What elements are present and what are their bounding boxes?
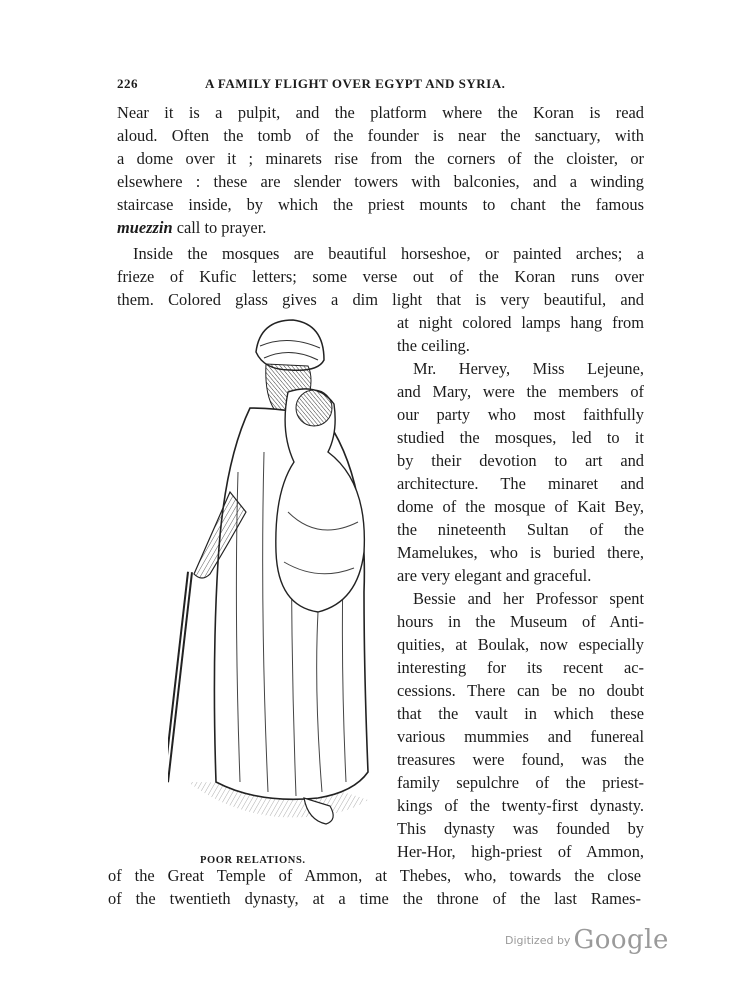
figure-caption: POOR RELATIONS.: [200, 855, 306, 866]
text-fragment: call to prayer.: [176, 218, 267, 237]
text-line: cessions. There can be no doubt: [397, 681, 644, 700]
text-line: quities, at Boulak, now especially: [397, 635, 644, 654]
text-line: and Mary, were the members of: [397, 382, 644, 401]
text-line: Inside the mosques are beautiful horseshoe, or painted arches; a: [133, 244, 644, 263]
text-line: Mamelukes, who is buried there,: [397, 543, 644, 562]
text-line: architecture. The minaret and: [397, 474, 644, 493]
page-header: [117, 76, 642, 96]
text-line: that the vault in which these: [397, 704, 644, 723]
text-line: the nineteenth Sultan of the: [397, 520, 644, 539]
text-line: hours in the Museum of Anti-: [397, 612, 644, 631]
text-line: Her-Hor, high-priest of Ammon,: [397, 842, 644, 861]
text-line: them. Colored glass gives a dim light that is very beautiful, and: [117, 290, 644, 309]
google-logo: Google: [573, 925, 669, 955]
text-line: by their devotion to art and: [397, 451, 644, 470]
text-line: family sepulchre of the priest-: [397, 773, 644, 792]
text-line: Mr. Hervey, Miss Lejeune,: [413, 359, 644, 378]
digitized-watermark: [505, 925, 669, 955]
text-line: [117, 216, 644, 239]
text-line: at night colored lamps hang from: [397, 313, 644, 332]
emphasized-word: muezzin: [117, 218, 173, 237]
text-line: our party who most faithfully: [397, 405, 644, 424]
text-line: studied the mosques, led to it: [397, 428, 644, 447]
text-line: This dynasty was founded by: [397, 819, 644, 838]
text-line: a dome over it ; minarets rise from the corners of the cloister, or: [117, 149, 644, 168]
engraving-illustration: [168, 312, 384, 852]
page-number: 226: [117, 76, 138, 91]
text-line: Bessie and her Professor spent: [413, 589, 644, 608]
text-line: are very elegant and graceful.: [397, 566, 592, 585]
text-line: staircase inside, by which the priest mounts to chant the famous: [117, 195, 644, 214]
watermark-prefix: Digitized by: [505, 934, 571, 947]
running-title: A FAMILY FLIGHT OVER EGYPT AND SYRIA.: [205, 76, 506, 91]
text-line: dome of the mosque of Kait Bey,: [397, 497, 644, 516]
text-line: of the Great Temple of Ammon, at Thebes, who, towards the close: [108, 866, 641, 885]
text-line: interesting for its recent ac-: [397, 658, 644, 677]
text-line: kings of the twenty-first dynasty.: [397, 796, 644, 815]
text-line: elsewhere : these are slender towers with balconies, and a winding: [117, 172, 644, 191]
child-head: [296, 390, 332, 426]
text-line: various mummies and funereal: [397, 727, 644, 746]
text-line: treasures were found, was the: [397, 750, 644, 769]
text-line: Near it is a pulpit, and the platform where the Koran is read: [117, 103, 644, 122]
text-line: the ceiling.: [397, 336, 470, 355]
text-line: frieze of Kufic letters; some verse out of the Koran runs over: [117, 267, 644, 286]
text-line: of the twentieth dynasty, at a time the throne of the last Rames-: [108, 889, 641, 908]
text-line: aloud. Often the tomb of the founder is near the sanctuary, with: [117, 126, 644, 145]
